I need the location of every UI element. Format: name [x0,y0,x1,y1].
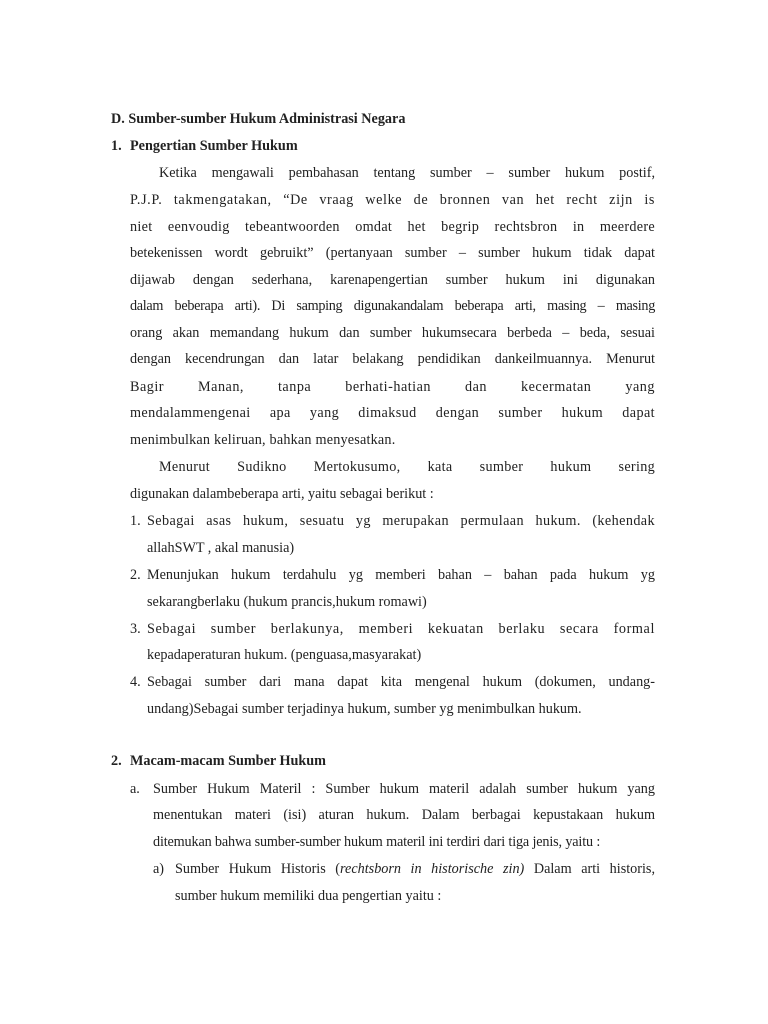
list-item-text: Sumber Hukum Historis ( [175,861,341,877]
paragraph-line: menimbulkan keliruan, bahkan menyesatkan. [130,432,396,448]
paragraph-line: niet eenvoudig tebeantwoorden omdat het begrip rechtsbron in meerdere [130,219,655,235]
list-item-line: sekarangberlaku (hukum prancis,hukum romawi) [147,594,427,610]
list-item-line: undang)Sebagai sumber terjadinya hukum, sumber yg menimbulkan hukum. [147,701,582,717]
paragraph-line: mendalammengenai apa yang dimaksud dengan sumber hukum dapat [130,405,655,421]
section-title: . Sumber-sumber Hukum Administrasi Negara [121,111,406,127]
paragraph-line: dengan kecendrungan dan latar belakang pendidikan dankeilmuannya. Menurut [130,351,655,367]
paragraph-line: dalam beberapa arti). Di samping digunakandalam beberapa arti, masing – masing [130,298,655,314]
list-item-line: Sebagai sumber dari mana dapat kita mengenal hukum (dokumen, undang- [147,674,655,690]
section-heading [111,110,405,128]
list-item-line: Menunjukan hukum terdahulu yg memberi bahan – bahan pada hukum yg [147,567,655,583]
paragraph-line: Menurut Sudikno Mertokusumo, kata sumber hukum sering [159,459,655,475]
list-item-line: Sebagai sumber berlakunya, memberi kekuatan berlaku secara formal [147,621,655,637]
list-item-line: sumber hukum memiliki dua pengertian yaitu : [175,888,442,904]
list-item-line: allahSWT , akal manusia) [147,540,295,556]
subsection-title: Macam-macam Sumber Hukum [130,753,326,769]
subsection-title: Pengertian Sumber Hukum [130,138,298,154]
subsection-number: 2. [111,753,122,769]
paragraph-line: dijawab dengan sederhana, karenapengertian sumber hukum ini digunakan [130,272,655,288]
paragraph-line: Ketika mengawali pembahasan tentang sumber – sumber hukum postif, [159,165,655,181]
list-item-italic-text: rechtsborn in historische zin) [340,861,525,877]
paragraph-line: orang akan memandang hukum dan sumber hukumsecara berbeda – beda, sesuai [130,325,655,341]
section-prefix: D [111,111,122,127]
list-item-line: Sumber Hukum Materil : Sumber hukum materil adalah sumber hukum yang [153,781,655,797]
paragraph-line: digunakan dalambeberapa arti, yaitu sebagai berikut : [130,486,434,502]
list-item-line: menentukan materi (isi) aturan hukum. Dalam berbagai kepustakaan hukum [153,807,655,823]
list-item-line: Sebagai asas hukum, sesuatu yg merupakan permulaan hukum. (kehendak [147,513,655,529]
subsection-number: 1. [111,138,122,154]
list-number: 2. [130,567,141,583]
list-marker: a) [153,861,165,877]
list-number: 4. [130,674,141,690]
list-item-line: ditemukan bahwa sumber-sumber hukum materil ini terdiri dari tiga jenis, yaitu : [153,834,601,850]
paragraph-line: P.J.P. takmengatakan, “De vraag welke de bronnen van het recht zijn is [130,192,655,208]
list-number: 3. [130,621,141,637]
list-item-text: Dalam arti historis, [524,861,655,877]
list-item-line: kepadaperaturan hukum. (penguasa,masyarakat) [147,647,422,663]
paragraph-line: betekenissen wordt gebruikt” (pertanyaan sumber – sumber hukum tidak dapat [130,245,655,261]
paragraph-line: Bagir Manan, tanpa berhati-hatian dan kecermatan yang [130,379,655,395]
list-item-line [175,860,655,878]
list-number: 1. [130,513,141,529]
list-marker: a. [130,781,140,797]
